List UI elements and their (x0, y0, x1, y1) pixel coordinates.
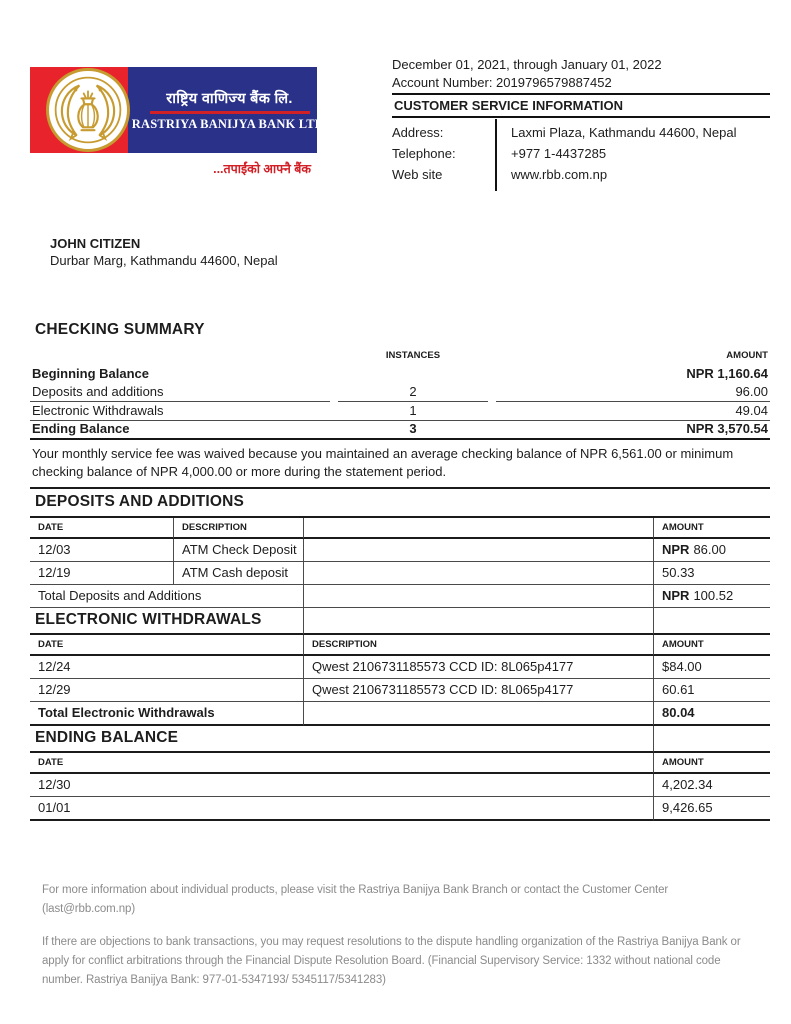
logo-divider-line (150, 111, 310, 114)
withdrawals-total-amount: 80.04 (654, 702, 770, 726)
deposits-total-amount: NPR 100.52 (654, 585, 770, 608)
date-cell: 01/01 (30, 797, 654, 821)
date-column-header: DATE (30, 635, 304, 656)
withdrawals-section-title: ELECTRONIC WITHDRAWALS (30, 608, 304, 635)
summary-row-ending-balance: Ending Balance 3 NPR 3,570.54 (30, 421, 770, 440)
logo-blue-panel (128, 67, 328, 153)
summary-row-withdrawals: Electronic Withdrawals 1 49.04 (30, 402, 770, 421)
amount-column-header: AMOUNT (654, 753, 770, 774)
blank-column-header (304, 518, 654, 539)
instances-column-header: INSTANCES (385, 350, 441, 361)
deposits-total-label: Total Deposits and Additions (30, 585, 304, 608)
currency-prefix: NPR (662, 542, 690, 557)
amount-cell: NPR 86.00 (654, 539, 770, 562)
date-cell: 12/24 (30, 656, 304, 679)
description-column-header: DESCRIPTION (304, 635, 654, 656)
address-label: Address: (392, 125, 444, 140)
currency-prefix: NPR (662, 588, 690, 603)
date-column-header: DATE (30, 518, 174, 539)
blank-cell (304, 539, 654, 562)
checking-summary-title: CHECKING SUMMARY (35, 321, 205, 338)
blank-cell (304, 585, 654, 608)
amount-cell: 4,202.34 (654, 774, 770, 797)
bank-tagline: ...तपाईंको आफ्नै बैंक (213, 162, 311, 176)
ending-balance-section-title: ENDING BALANCE (30, 726, 654, 753)
customer-service-labels (392, 119, 495, 191)
date-cell: 12/19 (30, 562, 174, 585)
customer-service-title: CUSTOMER SERVICE INFORMATION (394, 98, 623, 113)
bank-name-devanagari: राष्ट्रिय वाणिज्य बैंक लि. (166, 91, 293, 107)
amount-column-header: AMOUNT (726, 350, 768, 361)
summary-row-deposits: Deposits and additions 2 96.00 (30, 383, 770, 402)
summary-row-beginning-balance: Beginning Balance NPR 1,160.64 (32, 366, 768, 381)
customer-block (50, 235, 770, 269)
date-column-header: DATE (30, 753, 654, 774)
amount-cell: 60.61 (654, 679, 770, 702)
address-value: Laxmi Plaza, Kathmandu 44600, Nepal (511, 125, 737, 140)
deposits-table (30, 516, 770, 608)
website-label: Web site (392, 167, 443, 182)
amount-column-header: AMOUNT (654, 635, 770, 656)
account-info-block (392, 56, 770, 191)
divider (392, 116, 770, 118)
blank-cell (654, 608, 770, 635)
amount-cell: $84.00 (654, 656, 770, 679)
footer-dispute-line: If there are objections to bank transactions, you may request resolutions to the dispute handling organization of the Rastriya Banijya Bank or apply for conflict arbitrations through the Financial Dispute Resolution Board. (Financial Supervisory Service: 1332 without national code number. Rastriya Banijya Bank: 977-01-5347193/ 5345117/5341283) (42, 936, 741, 986)
customer-service-values (495, 119, 770, 191)
blank-cell (654, 726, 770, 753)
description-cell: Qwest 2106731185573 CCD ID: 8L065p4177 (304, 656, 654, 679)
description-cell: Qwest 2106731185573 CCD ID: 8L065p4177 (304, 679, 654, 702)
deposits-section-title: DEPOSITS AND ADDITIONS (35, 493, 245, 510)
summary-header-row (30, 347, 770, 364)
amount-cell: 9,426.65 (654, 797, 770, 821)
customer-name: JOHN CITIZEN (50, 236, 141, 251)
date-cell: 12/29 (30, 679, 304, 702)
customer-address: Durbar Marg, Kathmandu 44600, Nepal (50, 253, 278, 268)
blank-cell (304, 608, 654, 635)
ending-balance-table (30, 726, 770, 821)
account-number: Account Number: 2019796579887452 (392, 75, 612, 90)
withdrawals-table (30, 608, 770, 726)
telephone-label: Telephone: (392, 146, 456, 161)
description-cell: ATM Cash deposit (174, 562, 304, 585)
withdrawals-total-label: Total Electronic Withdrawals (30, 702, 304, 726)
telephone-value: +977 1-4437285 (511, 146, 607, 161)
website-value: www.rbb.com.np (511, 167, 608, 182)
blank-cell (304, 702, 654, 726)
bank-emblem-icon (46, 68, 130, 152)
statement-header (30, 0, 770, 191)
description-cell: ATM Check Deposit (174, 539, 304, 562)
customer-service-table (392, 119, 770, 191)
amount-column-header: AMOUNT (654, 518, 770, 539)
date-cell: 12/03 (30, 539, 174, 562)
footer-info-line: For more information about individual products, please visit the Rastriya Banijya Bank Branch or contact the Customer Center (last@rbb.com.np) (42, 884, 669, 915)
checking-summary-section (30, 321, 770, 489)
statement-period: December 01, 2021, through January 01, 2022 (392, 57, 662, 72)
bank-logo-banner (30, 67, 328, 153)
bank-name-english: RASTRIYA BANIJYA BANK LTD. (131, 117, 328, 131)
blank-cell (304, 562, 654, 585)
bank-logo (30, 67, 328, 177)
amount-cell: 50.33 (654, 562, 770, 585)
footer-notes (42, 881, 754, 990)
date-cell: 12/30 (30, 774, 654, 797)
service-fee-note: Your monthly service fee was waived because you maintained an average checking balance of NPR 6,561.00 or minimum checking balance of NPR 4,000.00 or more during the statement period. (30, 440, 770, 489)
description-column-header: DESCRIPTION (174, 518, 304, 539)
